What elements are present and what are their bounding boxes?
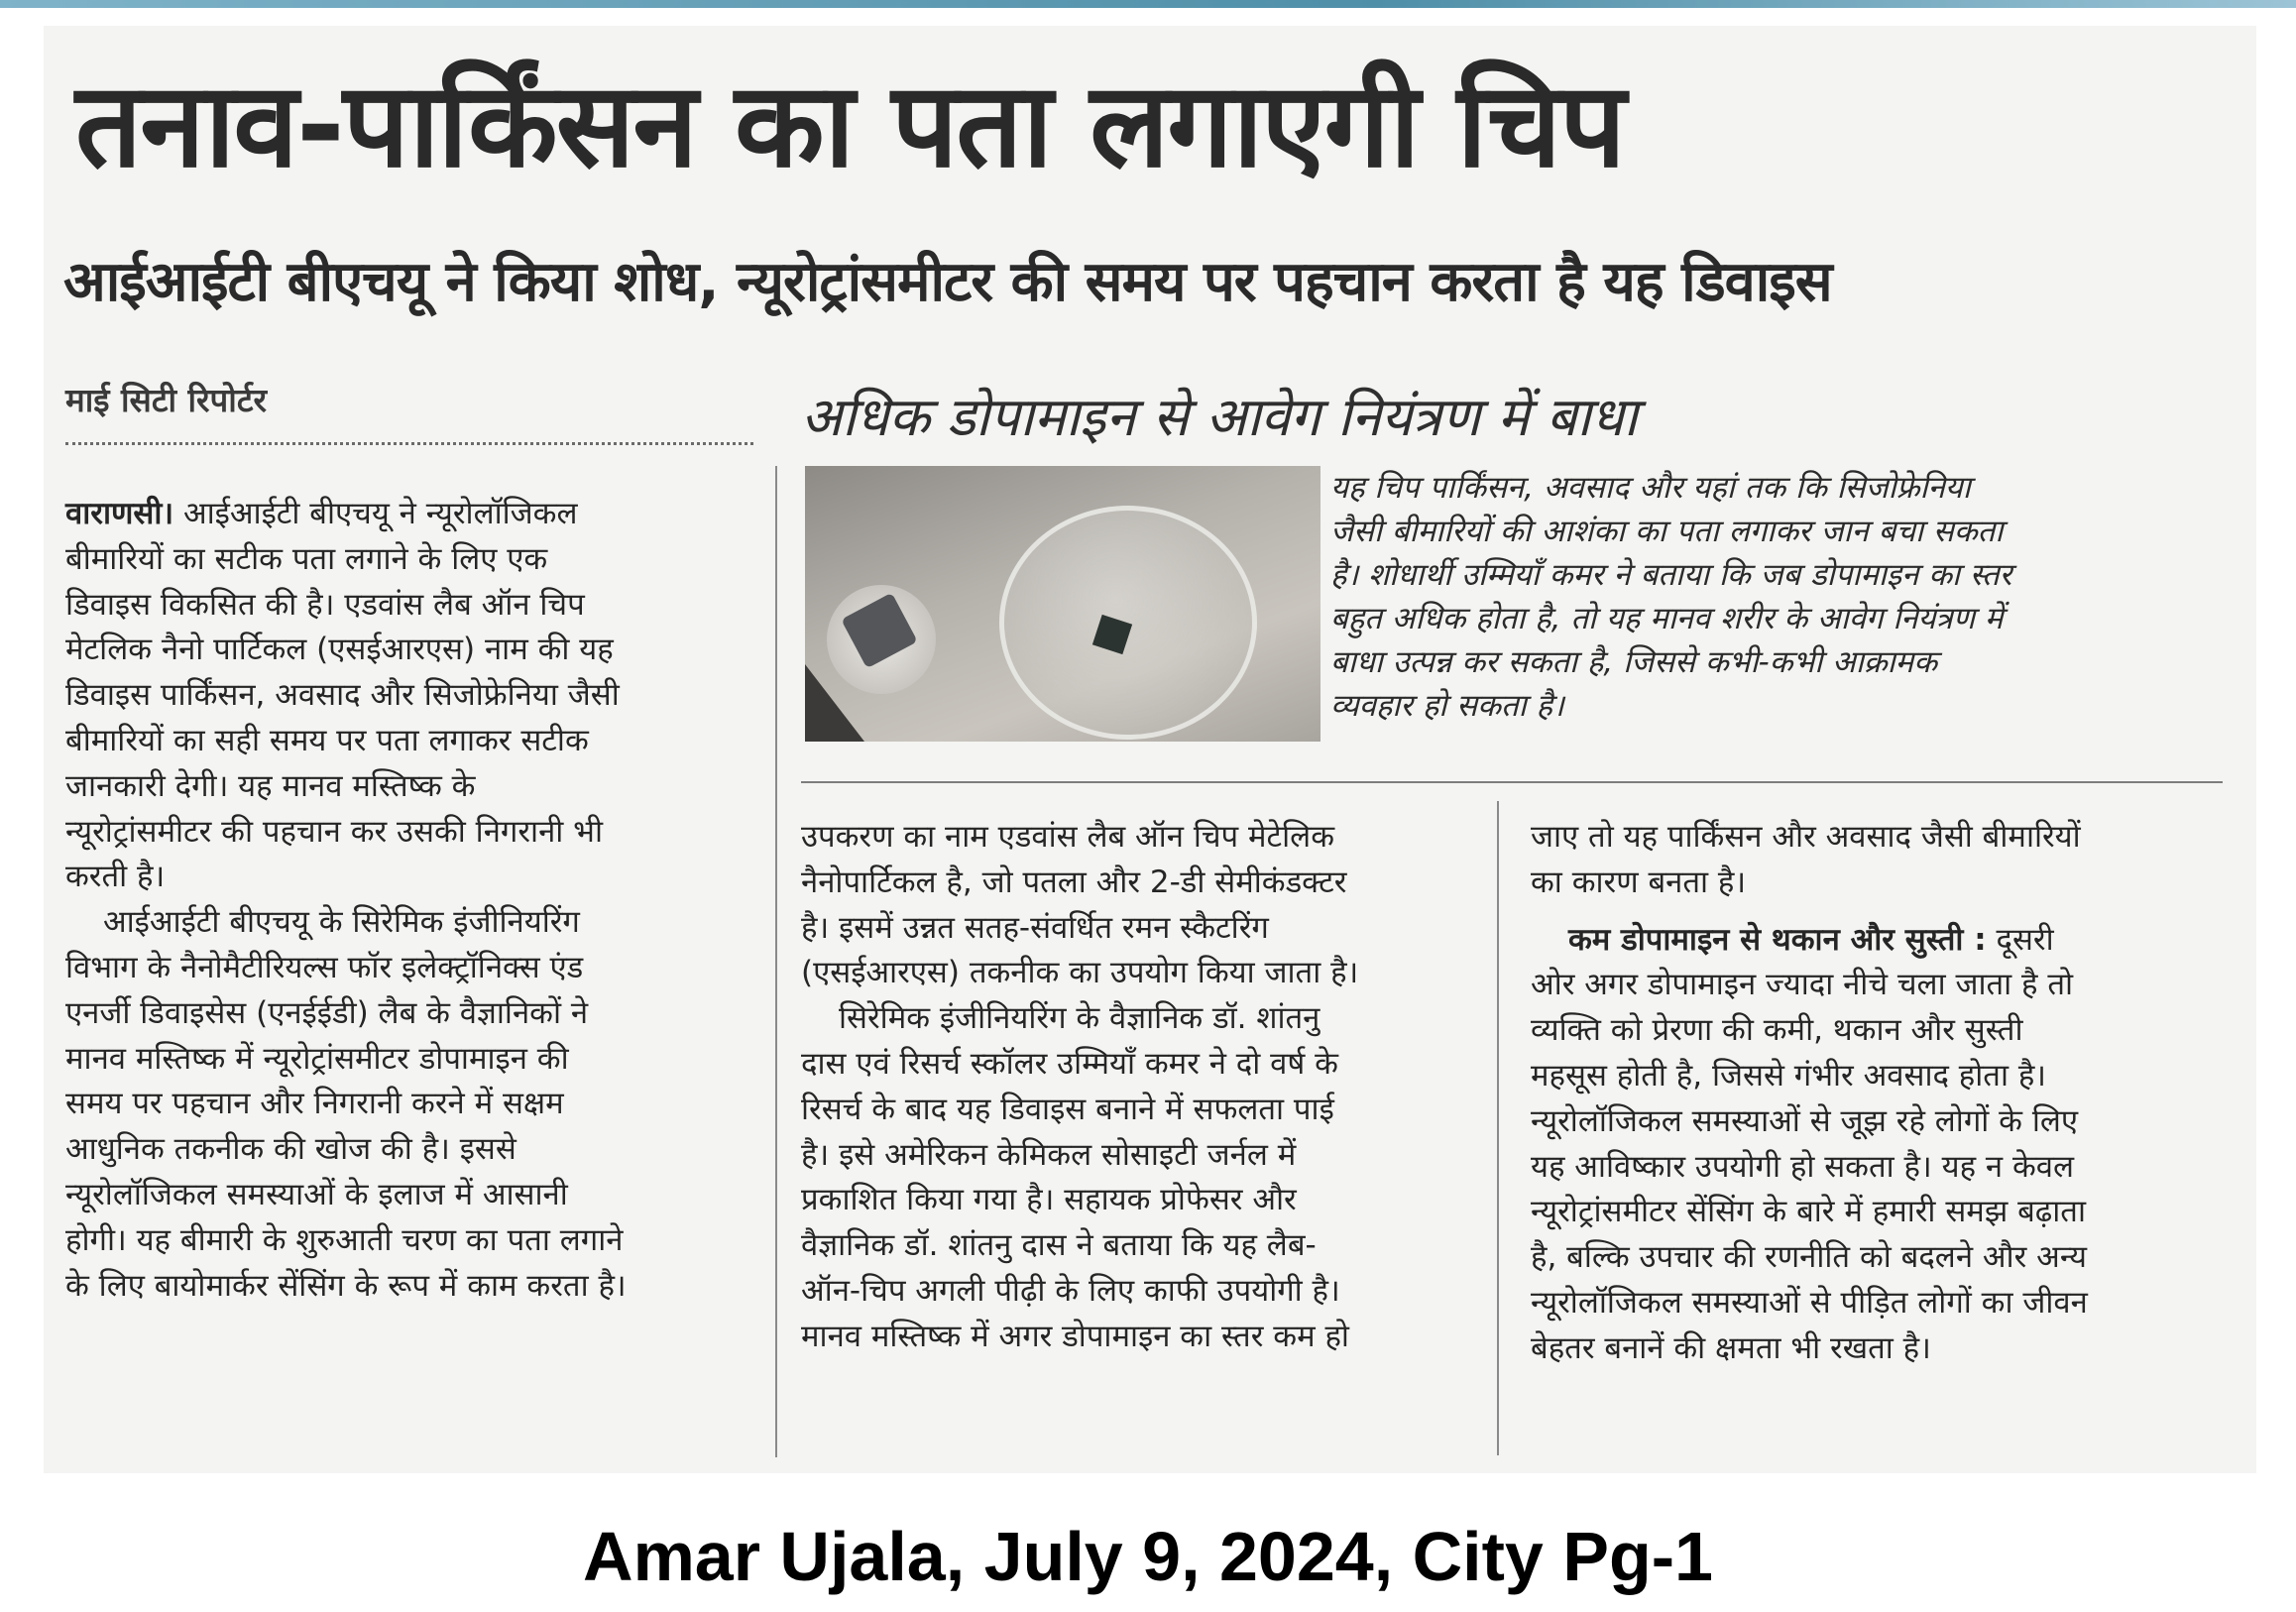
col3-subhead: कम डोपामाइन से थकान और सुस्ती : <box>1568 921 1987 958</box>
col1-line: आईआईटी बीएचयू के सिरेमिक इंजीनियरिंग <box>103 904 580 941</box>
col1-line: बीमारियों का सटीक पता लगाने के लिए एक <box>65 540 548 577</box>
col1-line: करती है। <box>65 859 166 895</box>
col2-line: मानव मस्तिष्क में अगर डोपामाइन का स्तर कम हो <box>801 1318 1349 1354</box>
col2-line: है। इसमें उन्नत सतह-संवर्धित रमन स्कैटरिंग <box>801 909 1269 946</box>
col1-line: विभाग के नैनोमैटीरियल्स फॉर इलेक्ट्रॉनिक्स एंड <box>65 949 584 985</box>
column-3 <box>1531 815 2225 1372</box>
col1-line: एनर्जी डिवाइसेस (एनईईडी) लैब के वैज्ञानिकों ने <box>65 994 589 1031</box>
col1-line: आधुनिक तकनीक की खोज की है। इससे <box>65 1131 517 1168</box>
col3-line: न्यूरोलॉजिकल समस्याओं से जूझ रहे लोगों के लिए <box>1531 1102 2079 1139</box>
dateline: वाराणसी। <box>65 496 174 531</box>
caption-line: यह चिप पार्किंसन, अवसाद और यहां तक कि सिजोफ्रेनिया <box>1330 470 1971 506</box>
col3-line: यह आविष्कार उपयोगी हो सकता है। यह न केवल <box>1531 1148 2075 1185</box>
col3-line: महसूस होती है, जिससे गंभीर अवसाद होता है। <box>1531 1057 2047 1094</box>
col2-line: (एसईआरएस) तकनीक का उपयोग किया जाता है। <box>801 955 1359 991</box>
col1-line: न्यूरोलॉजिकल समस्याओं के इलाज में आसानी <box>65 1176 568 1212</box>
col2-line: नैनोपार्टिकल है, जो पतला और 2-डी सेमीकंडक्टर <box>801 864 1347 900</box>
column-1 <box>65 492 759 1309</box>
col1-line: डिवाइस विकसित की है। एडवांस लैब ऑन चिप <box>65 586 585 623</box>
byline-rule <box>65 442 753 445</box>
col1-line: जानकारी देगी। यह मानव मस्तिष्क के <box>65 767 476 804</box>
col3-line: है, बल्कि उपचार की रणनीति को बदलने और अन्य <box>1531 1239 2087 1276</box>
col1-line-text: आईआईटी बीएचयू ने न्यूरोलॉजिकल <box>173 496 578 531</box>
col3-subhead-tail: दूसरी <box>1986 921 2054 958</box>
col1-line <box>65 492 759 537</box>
col1-line: मेटलिक नैनो पार्टिकल (एसईआरएस) नाम की यह <box>65 632 614 668</box>
col3-line: न्यूरोट्रांसमीटर सेंसिंग के बारे में हमारी समझ बढ़ाता <box>1531 1194 2086 1230</box>
col2-line: ऑन-चिप अगली पीढ़ी के लिए काफी उपयोगी है। <box>801 1272 1340 1309</box>
col2-line: सिरेमिक इंजीनियरिंग के वैज्ञानिक डॉ. शांतनु <box>839 1000 1320 1037</box>
col2-line: रिसर्च के बाद यह डिवाइस बनाने में सफलता पाई <box>801 1091 1334 1127</box>
column-2 <box>801 815 1485 1360</box>
col2-line: है। इसे अमेरिकन केमिकल सोसाइटी जर्नल में <box>801 1136 1297 1173</box>
col3-line: जाए तो यह पार्किंसन और अवसाद जैसी बीमारियों <box>1531 819 2081 855</box>
col2-line: दास एवं रिसर्च स्कॉलर उम्मियाँ कमर ने दो वर्ष के <box>801 1045 1338 1082</box>
subheadline: आईआईटी बीएचयू ने किया शोध, न्यूरोट्रांसमीटर की समय पर पहचान करता है यह डिवाइस <box>63 250 1832 314</box>
column-divider-1 <box>775 466 777 1457</box>
caption-line: व्यवहार हो सकता है। <box>1330 688 1564 724</box>
col1-line: डिवाइस पार्किंसन, अवसाद और सिजोफ्रेनिया जैसी <box>65 677 620 714</box>
col3-line: ओर अगर डोपामाइन ज्यादा नीचे चला जाता है तो <box>1531 967 2074 1003</box>
top-color-strip <box>0 0 2296 8</box>
sidebar-title: अधिक डोपामाइन से आवेग नियंत्रण में बाधा <box>801 386 1638 448</box>
caption-line: बहुत अधिक होता है, तो यह मानव शरीर के आवेग नियंत्रण में <box>1330 601 2004 636</box>
col3-subhead-line <box>1531 918 2225 964</box>
col1-line: न्यूरोट्रांसमीटर की पहचान कर उसकी निगरानी भी <box>65 813 603 850</box>
column-divider-2 <box>1497 801 1499 1455</box>
col1-line: समय पर पहचान और निगरानी करने में सक्षम <box>65 1086 564 1122</box>
photo-caption <box>1330 466 2223 728</box>
col3-line: बेहतर बनानें की क्षमता भी रखता है। <box>1531 1329 1931 1366</box>
source-citation: Amar Ujala, July 9, 2024, City Pg-1 <box>583 1518 1713 1595</box>
sidebar-bottom-rule <box>801 781 2223 783</box>
caption-line: बाधा उत्पन्न कर सकता है, जिससे कभी-कभी आक्रामक <box>1330 644 1938 680</box>
col1-line: बीमारियों का सही समय पर पता लगाकर सटीक <box>65 722 589 758</box>
col1-line: होगी। यह बीमारी के शुरुआती चरण का पता लगाने <box>65 1221 624 1258</box>
col2-line: वैज्ञानिक डॉ. शांतनु दास ने बताया कि यह लैब- <box>801 1227 1317 1264</box>
caption-line: है। शोधार्थी उम्मियाँ कमर ने बताया कि जब डोपामाइन का स्तर <box>1330 557 2012 593</box>
caption-line: जैसी बीमारियों की आशंका का पता लगाकर जान बचा सकता <box>1330 514 2004 549</box>
col1-line: मानव मस्तिष्क में न्यूरोट्रांसमीटर डोपामाइन की <box>65 1040 569 1077</box>
chip-photo <box>805 466 1320 742</box>
byline: माई सिटी रिपोर्टर <box>65 381 267 419</box>
col1-line: के लिए बायोमार्कर सेंसिंग के रूप में काम करता है। <box>65 1267 627 1304</box>
col3-line: व्यक्ति को प्रेरणा की कमी, थकान और सुस्ती <box>1531 1012 2023 1049</box>
col2-line: प्रकाशित किया गया है। सहायक प्रोफेसर और <box>801 1182 1297 1218</box>
headline: तनाव-पार्किंसन का पता लगाएगी चिप <box>75 57 1625 193</box>
col3-line: का कारण बनता है। <box>1531 864 1747 900</box>
col2-line: उपकरण का नाम एडवांस लैब ऑन चिप मेटेलिक <box>801 819 1335 855</box>
col3-line: न्यूरोलॉजिकल समस्याओं से पीड़ित लोगों का जीवन <box>1531 1284 2088 1321</box>
